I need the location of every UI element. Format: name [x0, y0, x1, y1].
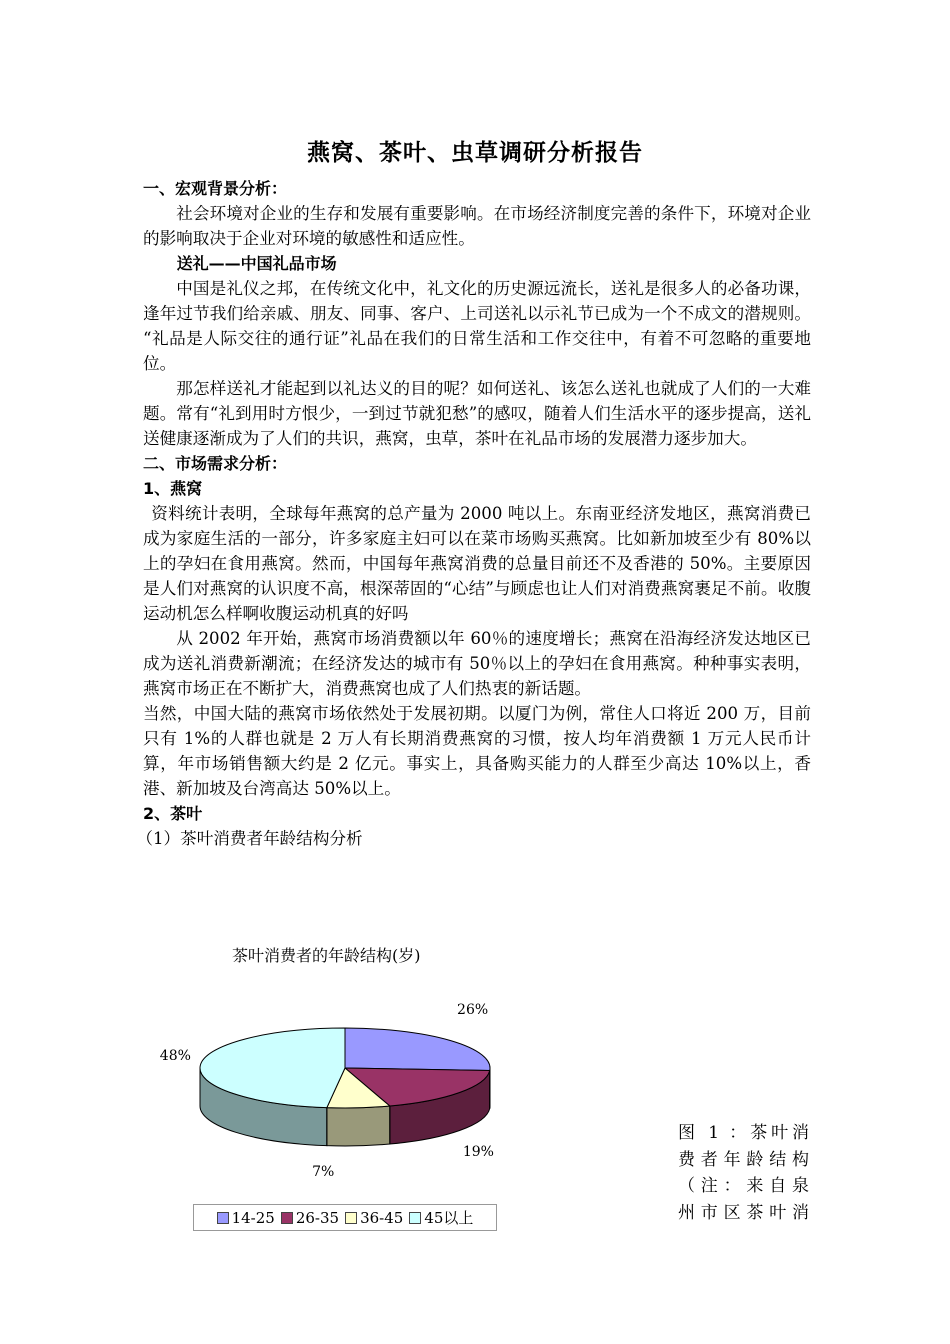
- caption-line: （注：来自泉: [678, 1176, 810, 1196]
- section2-para3: 当然，中国大陆的燕窝市场依然处于发展初期。以厦门为例，常住人口将近 200 万，目前只有 1%的人群也就是 2 万人有长期消费燕窝的习惯，按人均年消费额 1 万元人民币计算，年市场销售额大约是 2 亿元。事实上，具备购买能力的人群至少高达 10%以上，香港、新加坡及台湾高达 50%以上。: [143, 704, 811, 798]
- pie-data-label: 48%: [159, 1048, 191, 1064]
- section1-para2: 中国是礼仪之邦，在传统文化中，礼文化的历史源远流长，送礼是很多人的必备功课，逢年过节我们给亲戚、朋友、同事、客户、上司送礼以示礼节已成为一个不成文的潜规则。 “礼品是人际交往的通行证”礼品在我们的日常生活和工作交往中，有着不可忽略的重要地位。: [143, 279, 811, 373]
- pie-slice-14-25: [345, 1028, 490, 1071]
- caption-line: 图 1 ：茶叶消: [678, 1123, 810, 1143]
- page-title: 燕窝、茶叶、虫草调研分析报告: [307, 140, 643, 166]
- legend-item: [345, 1209, 403, 1227]
- legend-label: 36-45: [360, 1208, 404, 1227]
- section2-heading: 二、市场需求分析：: [143, 454, 288, 473]
- pie-data-label: 19%: [462, 1144, 494, 1160]
- chart-legend: [193, 1204, 497, 1231]
- section2-sub2: 2、茶叶: [143, 804, 203, 823]
- figure-caption: [678, 1120, 810, 1226]
- legend-label: 45以上: [424, 1209, 474, 1227]
- document-body: [136, 176, 811, 851]
- caption-line: 州市区茶叶消: [678, 1202, 810, 1223]
- pie-data-label: 7%: [312, 1164, 335, 1180]
- caption-line: 费者年龄结构: [678, 1149, 810, 1170]
- pie-data-label: 26%: [457, 1002, 489, 1018]
- legend-swatch: [281, 1212, 293, 1224]
- legend-label: 26-35: [295, 1208, 340, 1227]
- legend-swatch: [217, 1212, 229, 1224]
- legend-item: [409, 1207, 473, 1228]
- section1-para1: 社会环境对企业的生存和发展有重要影响。在市场经济制度完善的条件下，环境对企业的影响取决于企业对环境的敏感性和适应性。: [143, 204, 811, 248]
- section2-para2: 从 2002 年开始，燕窝市场消费额以年 60％的速度增长；燕窝在沿海经济发达地区已成为送礼消费新潮流；在经济发达的城市有 50％以上的孕妇在食用燕窝。种种事实表明，燕窝市场正在不断扩大，消费燕窝也成了人们热衷的新话题。: [143, 629, 811, 698]
- section2-para1: 资料统计表明，全球每年燕窝的总产量为 2000 吨以上。东南亚经济发地区，燕窝消费已成为家庭生活的一部分，许多家庭主妇可以在菜市场购买燕窝。比如新加坡至少有 80%以上的孕妇在食用燕窝。然而，中国每年燕窝消费的总量目前还不及香港的 50%。主要原因是人们对燕窝的认识度不高，根深蒂固的“心结”与顾虑也让人们对消费燕窝裹足不前。收腹运动机怎么样啊收腹运动机真的好吗: [143, 504, 811, 623]
- section1-subheading: 送礼——中国礼品市场: [176, 254, 337, 273]
- legend-swatch: [345, 1212, 357, 1224]
- legend-swatch: [409, 1212, 421, 1224]
- section2-sub1: 1、燕窝: [143, 479, 203, 498]
- pie-slice-side-36-45: [327, 1106, 390, 1146]
- pie-chart: [150, 930, 670, 1240]
- section1-para3: 那怎样送礼才能起到以礼达义的目的呢？如何送礼、该怎么送礼也就成了人们的一大难题。常有“礼到用时方恨少，一到过节就犯愁”的感叹，随着人们生活水平的逐步提高，送礼送健康逐渐成为了人们的共识，燕窝，虫草，茶叶在礼品市场的发展潜力逐步加大。: [143, 379, 811, 448]
- legend-label: 14-25: [231, 1208, 275, 1227]
- legend-item: [281, 1209, 339, 1227]
- chart-title: 茶叶消费者的年龄结构(岁): [232, 946, 421, 965]
- section2-sub2-item: （1）茶叶消费者年龄结构分析: [136, 829, 363, 848]
- section1-heading: 一、宏观背景分析：: [143, 179, 288, 198]
- legend-item: [217, 1209, 275, 1227]
